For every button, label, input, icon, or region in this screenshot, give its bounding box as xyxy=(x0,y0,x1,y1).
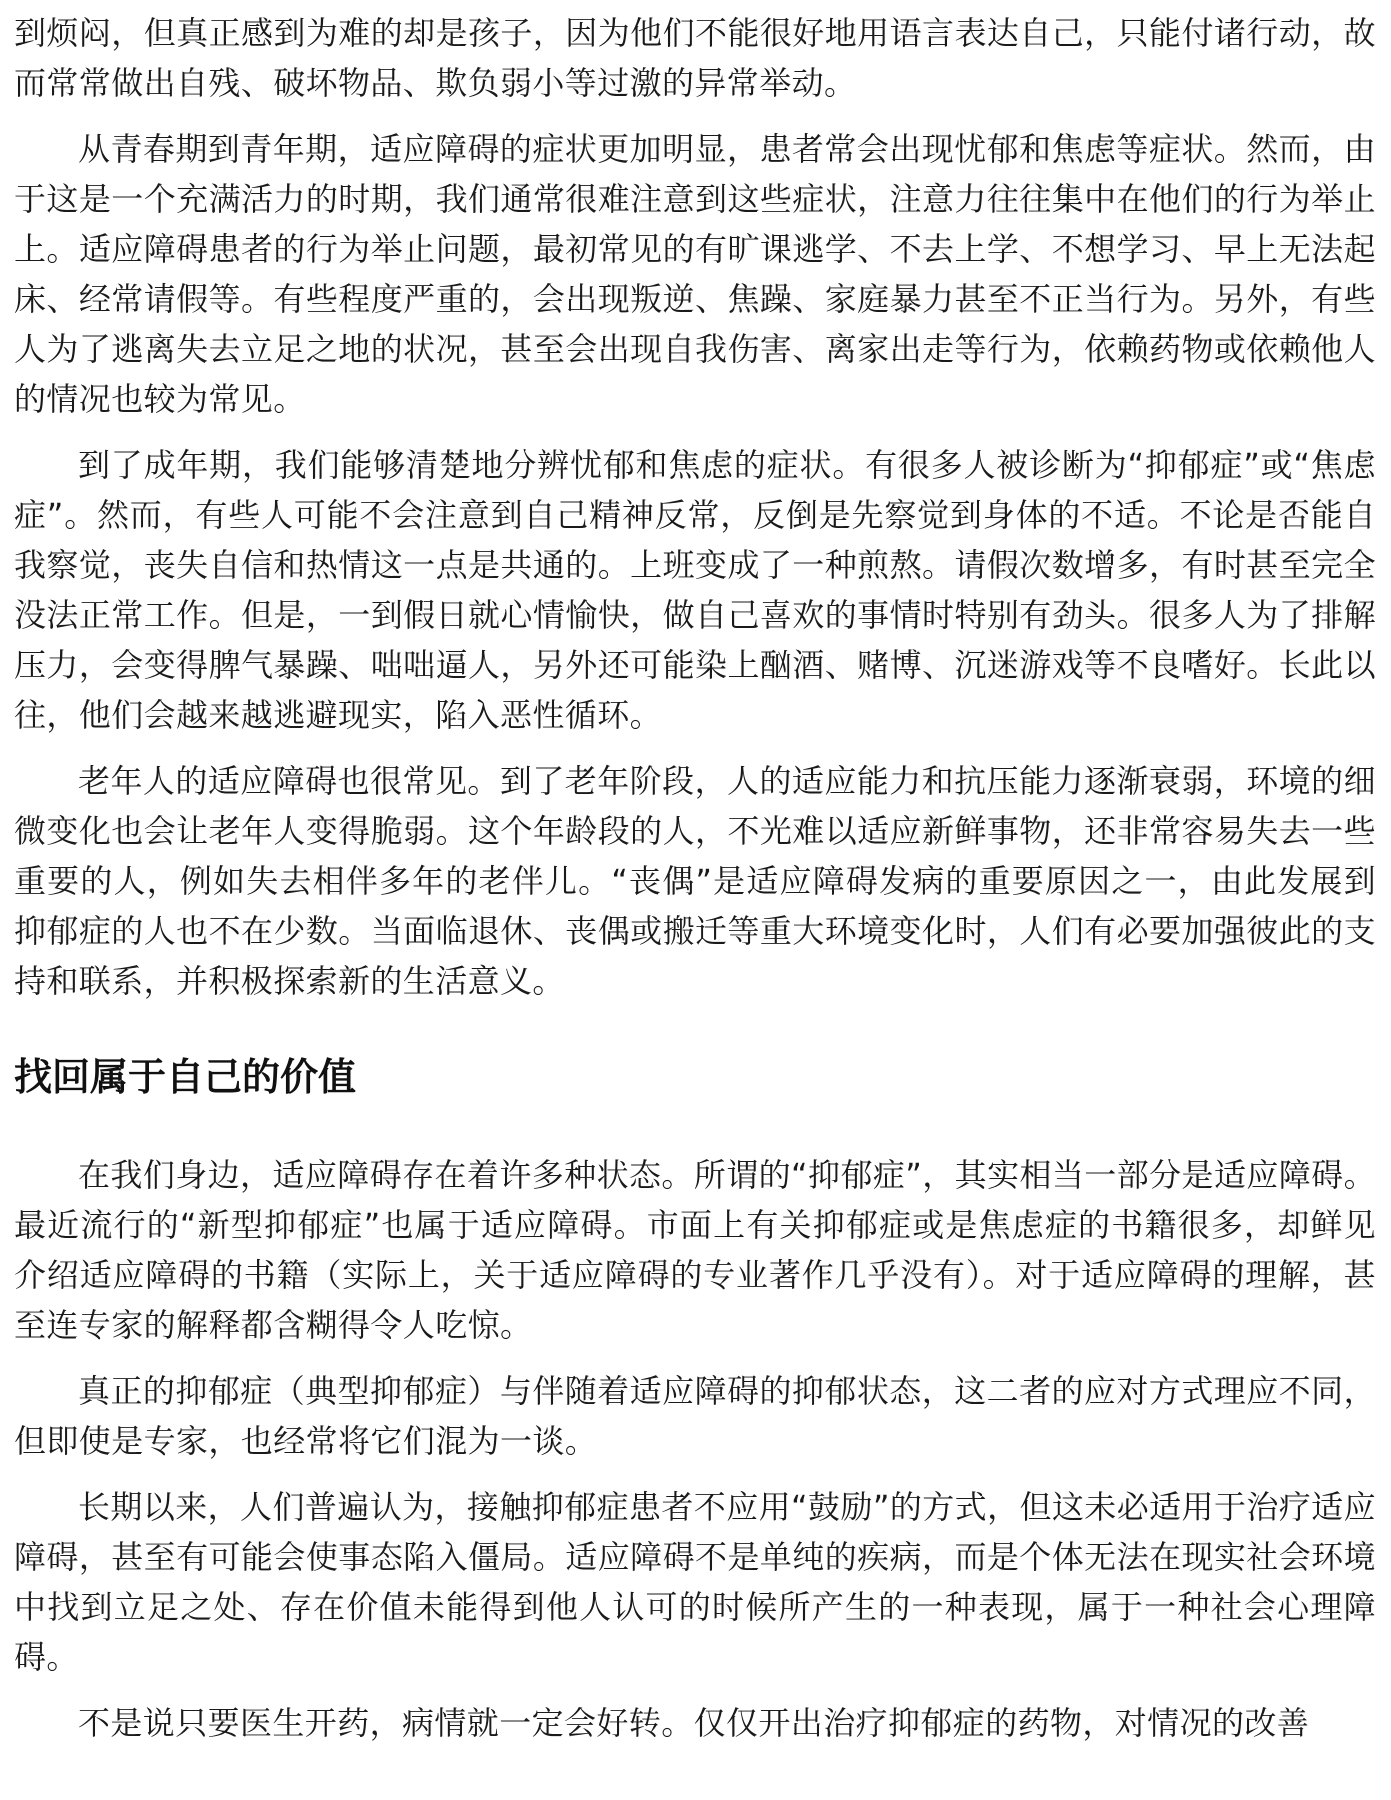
paragraph: 到了成年期，我们能够清楚地分辨忧郁和焦虑的症状。有很多人被诊断为“抑郁症”或“焦虑症”。然而，有些人可能不会注意到自己精神反常，反倒是先察觉到身体的不适。不论是否能自我察觉，丧失自信和热情这一点是共通的。上班变成了一种煎熬。请假次数增多，有时甚至完全没法正常工作。但是，一到假日就心情愉快，做自己喜欢的事情时特别有劲头。很多人为了排解压力，会变得脾气暴躁、咄咄逼人，另外还可能染上酗酒、赌博、沉迷游戏等不良嗜好。长此以往，他们会越来越逃避现实，陷入恶性循环。 xyxy=(14,446,1376,734)
paragraph: 到烦闷，但真正感到为难的却是孩子，因为他们不能很好地用语言表达自己，只能付诸行动，故而常常做出自残、破坏物品、欺负弱小等过激的异常举动。 xyxy=(14,14,1376,102)
paragraph: 在我们身边，适应障碍存在着许多种状态。所谓的“抑郁症”，其实相当一部分是适应障碍。最近流行的“新型抑郁症”也属于适应障碍。市面上有关抑郁症或是焦虑症的书籍很多，却鲜见介绍适应障碍的书籍（实际上，关于适应障碍的专业著作几乎没有）。对于适应障碍的理解，甚至连专家的解释都含糊得令人吃惊。 xyxy=(14,1156,1376,1344)
paragraph: 老年人的适应障碍也很常见。到了老年阶段，人的适应能力和抗压能力逐渐衰弱，环境的细微变化也会让老年人变得脆弱。这个年龄段的人，不光难以适应新鲜事物，还非常容易失去一些重要的人，例如失去相伴多年的老伴儿。“丧偶”是适应障碍发病的重要原因之一，由此发展到抑郁症的人也不在少数。当面临退休、丧偶或搬迁等重大环境变化时，人们有必要加强彼此的支持和联系，并积极探索新的生活意义。 xyxy=(14,762,1376,1000)
section-heading: 找回属于自己的价值 xyxy=(14,1055,357,1099)
paragraph: 不是说只要医生开药，病情就一定会好转。仅仅开出治疗抑郁症的药物，对情况的改善 xyxy=(78,1704,1310,1742)
paragraph: 长期以来，人们普遍认为，接触抑郁症患者不应用“鼓励”的方式，但这未必适用于治疗适应障碍，甚至有可能会使事态陷入僵局。适应障碍不是单纯的疾病，而是个体无法在现实社会环境中找到立足之处、存在价值未能得到他人认可的时候所产生的一种表现，属于一种社会心理障碍。 xyxy=(14,1488,1376,1676)
paragraph: 从青春期到青年期，适应障碍的症状更加明显，患者常会出现忧郁和焦虑等症状。然而，由于这是一个充满活力的时期，我们通常很难注意到这些症状，注意力往往集中在他们的行为举止上。适应障碍患者的行为举止问题，最初常见的有旷课逃学、不去上学、不想学习、早上无法起床、经常请假等。有些程度严重的，会出现叛逆、焦躁、家庭暴力甚至不正当行为。另外，有些人为了逃离失去立足之地的状况，甚至会出现自我伤害、离家出走等行为，依赖药物或依赖他人的情况也较为常见。 xyxy=(14,130,1376,418)
document-page xyxy=(14,0,1376,1764)
paragraph: 真正的抑郁症（典型抑郁症）与伴随着适应障碍的抑郁状态，这二者的应对方式理应不同，但即使是专家，也经常将它们混为一谈。 xyxy=(14,1372,1376,1460)
